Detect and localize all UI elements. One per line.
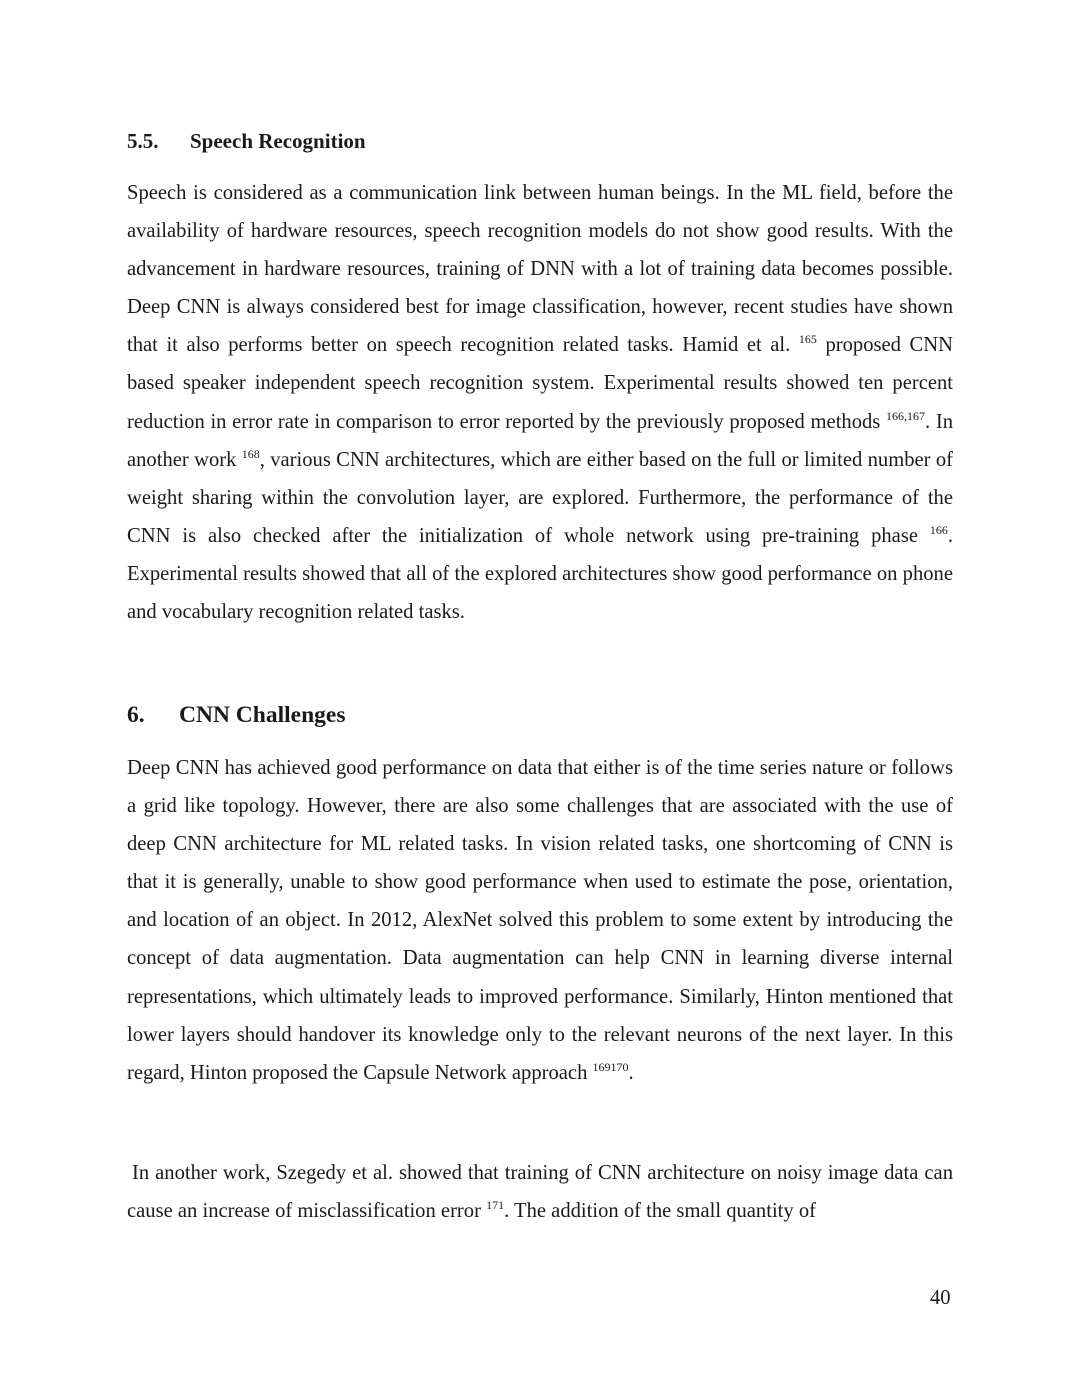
text-run: . In another work xyxy=(127,410,954,471)
citation-ref: 171 xyxy=(486,1198,505,1213)
citation-ref: 166 xyxy=(929,522,948,537)
cnn-challenges-paragraph-2 xyxy=(127,1154,953,1230)
text-run: Speech is considered as a communication link between human beings. In the ML field, before the availability of hardware resources, speech recognition models do not show good results. With the advancement in hardware resources, training of DNN with a lot of training data becomes possible. Deep CNN is always considered best for image classification, however, recent studies have shown that it also performs better on speech recognition related tasks. Hamid et al. xyxy=(127,182,953,357)
citation-ref: 168 xyxy=(241,446,260,461)
citation-ref: 169170 xyxy=(592,1059,629,1074)
page-number: 40 xyxy=(930,1287,951,1309)
section-heading-cnn-challenges xyxy=(127,700,345,730)
section-title: Speech Recognition xyxy=(190,129,366,153)
text-run: proposed CNN based speaker independent speech recognition system. Experimental results showed ten percent reduction in error rate in comparison to error reported by the previously proposed methods xyxy=(127,334,953,433)
text-run: In another work, Szegedy et al. showed that training of CNN architecture on noisy image data can cause an increase of misclassification error xyxy=(127,1162,953,1223)
citation-ref: 166,167 xyxy=(886,408,926,423)
section-number: 6. xyxy=(127,702,145,728)
text-run: . Experimental results showed that all of the explored architectures show good performance on phone and vocabulary recognition related tasks. xyxy=(127,524,953,624)
section-heading-speech-recognition xyxy=(127,127,366,155)
text-run: , various CNN architectures, which are either based on the full or limited number of weight sharing within the convolution layer, are explored. Furthermore, the performance of the CNN is also checked after the initialization of whole network using pre-training phase xyxy=(127,448,953,547)
text-run: Deep CNN has achieved good performance on data that either is of the time series nature or follows a grid like topology. However, there are also some challenges that are associated with the use of deep CNN architecture for ML related tasks. In vision related tasks, one shortcoming of CNN is that it is generally, unable to show good performance when used to estimate the pose, orientation, and location of an object. In 2012, AlexNet solved this problem to some extent by introducing the concept of data augmentation. Data augmentation can help CNN in learning diverse internal representations, which ultimately leads to improved performance. Similarly, Hinton mentioned that lower layers should handover its knowledge only to the relevant neurons of the next layer. In this regard, Hinton proposed the Capsule Network approach xyxy=(127,757,953,1084)
text-run: . xyxy=(628,1061,634,1084)
speech-recognition-paragraph xyxy=(127,174,953,631)
citation-ref: 165 xyxy=(798,332,817,347)
cnn-challenges-paragraph-1 xyxy=(127,749,953,1092)
text-run: . The addition of the small quantity of xyxy=(504,1200,816,1223)
section-number: 5.5. xyxy=(127,129,159,153)
section-title: CNN Challenges xyxy=(179,702,346,728)
